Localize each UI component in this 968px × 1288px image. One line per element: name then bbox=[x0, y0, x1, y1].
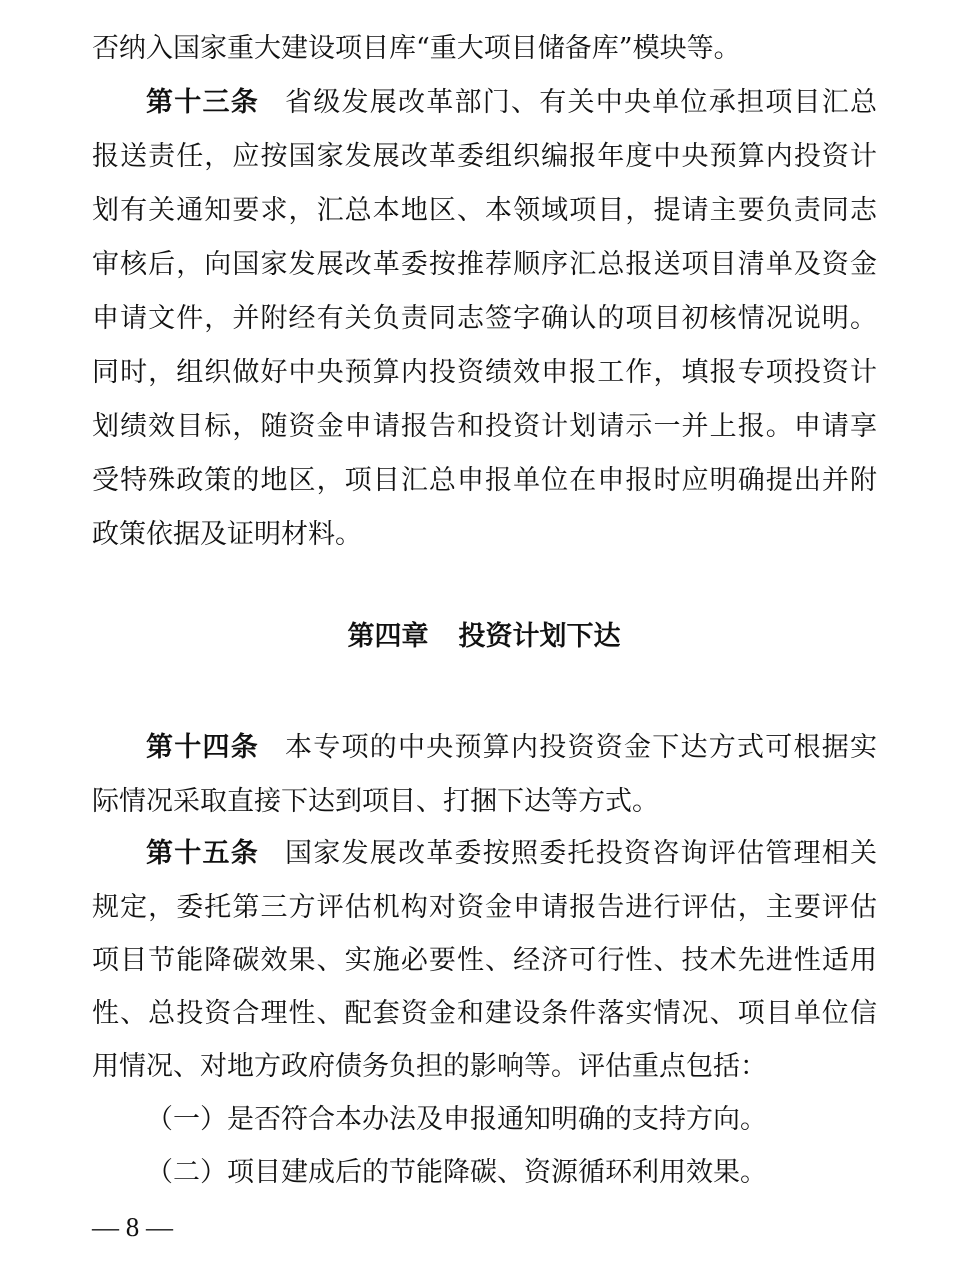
article-14-text: 本专项的中央预算内投资资金下达方式可根据实 bbox=[285, 732, 877, 763]
article-15-label: 第十五条 bbox=[146, 838, 259, 869]
article-13-line bbox=[146, 86, 877, 120]
text-line: 划绩效目标，随资金申请报告和投资计划请示一并上报。申请享 bbox=[92, 411, 877, 442]
list-item: （一）是否符合本办法及申报通知明确的支持方向。 bbox=[146, 1104, 767, 1135]
chapter-title: 投资计划下达 bbox=[458, 621, 621, 652]
text-line: 同时，组织做好中央预算内投资绩效申报工作，填报专项投资计 bbox=[92, 357, 877, 388]
article-15-line bbox=[146, 837, 877, 871]
text-line: 审核后，向国家发展改革委按推荐顺序汇总报送项目清单及资金 bbox=[92, 249, 877, 280]
text-line: 否纳入国家重大建设项目库“重大项目储备库”模块等。 bbox=[92, 33, 741, 64]
article-13-label: 第十三条 bbox=[146, 87, 259, 118]
article-14-label: 第十四条 bbox=[146, 732, 259, 763]
list-item: （二）项目建成后的节能降碳、资源循环利用效果。 bbox=[146, 1157, 767, 1188]
article-15-text: 国家发展改革委按照委托投资咨询评估管理相关 bbox=[285, 838, 877, 869]
text-line: 用情况、对地方政府债务负担的影响等。评估重点包括： bbox=[92, 1051, 767, 1082]
chapter-heading bbox=[0, 620, 968, 654]
text-line: 规定，委托第三方评估机构对资金申请报告进行评估，主要评估 bbox=[92, 892, 877, 923]
text-line: 项目节能降碳效果、实施必要性、经济可行性、技术先进性适用 bbox=[92, 945, 877, 976]
text-line: 政策依据及证明材料。 bbox=[92, 519, 362, 550]
text-line: 申请文件，并附经有关负责同志签字确认的项目初核情况说明。 bbox=[92, 303, 877, 334]
article-13-text: 省级发展改革部门、有关中央单位承担项目汇总 bbox=[285, 87, 877, 118]
text-line: 性、总投资合理性、配套资金和建设条件落实情况、项目单位信 bbox=[92, 998, 877, 1029]
text-line: 划有关通知要求，汇总本地区、本领域项目，提请主要负责同志 bbox=[92, 195, 877, 226]
article-14-line bbox=[146, 731, 877, 765]
text-line: 际情况采取直接下达到项目、打捆下达等方式。 bbox=[92, 786, 659, 817]
text-line: 受特殊政策的地区，项目汇总申报单位在申报时应明确提出并附 bbox=[92, 465, 877, 496]
chapter-number: 第四章 bbox=[347, 621, 429, 652]
page-number: — 8 — bbox=[92, 1212, 173, 1242]
text-line: 报送责任，应按国家发展改革委组织编报年度中央预算内投资计 bbox=[92, 141, 877, 172]
